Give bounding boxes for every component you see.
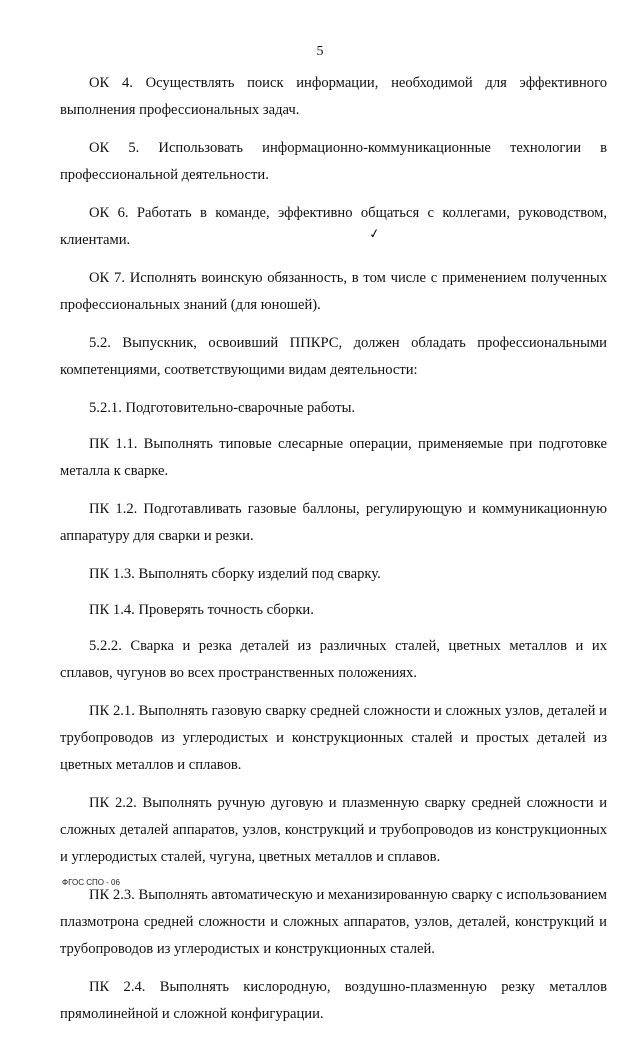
page-number: 5 — [316, 44, 324, 59]
paragraph-pk-1-4: ПК 1.4. Проверять точность сборки. — [89, 602, 314, 618]
paragraph-ok5: ОК 5. Использовать информационно-коммуникационные технологии в профессиональной деятельности. — [60, 140, 607, 183]
paragraph-5-2-2: 5.2.2. Сварка и резка деталей из различных сталей, цветных металлов и их сплавов, чугунов во всех пространственных положениях. — [60, 638, 607, 681]
paragraph-5-2-1: 5.2.1. Подготовительно-сварочные работы. — [89, 400, 356, 416]
paragraph-pk-1-3: ПК 1.3. Выполнять сборку изделий под сварку. — [89, 566, 381, 582]
paragraph-pk-2-3: ПК 2.3. Выполнять автоматическую и механизированную сварку с использованием плазмотрона средней сложности и сложных аппаратов, узлов, деталей, конструкций и трубопроводов из углеродистых и конструкционных сталей. — [60, 887, 607, 957]
handwritten-mark-icon: ✓ — [367, 225, 382, 242]
paragraph-pk-2-1: ПК 2.1. Выполнять газовую сварку средней сложности и сложных узлов, деталей и трубопроводов из углеродистых и конструкционных сталей и простых деталей из цветных металлов и сплавов. — [60, 703, 607, 773]
paragraph-pk-2-2: ПК 2.2. Выполнять ручную дуговую и плазменную сварку средней сложности и сложных деталей аппаратов, узлов, конструкций и трубопроводов из конструкционных и углеродистых сталей, чугуна, цветных металлов и сплавов. — [60, 795, 607, 865]
paragraph-pk-1-2: ПК 1.2. Подготавливать газовые баллоны, регулирующую и коммуникационную аппаратуру для сварки и резки. — [60, 501, 607, 544]
paragraph-ok4: ОК 4. Осуществлять поиск информации, необходимой для эффективного выполнения профессиональных задач. — [60, 75, 607, 118]
paragraph-5-2: 5.2. Выпускник, освоивший ППКРС, должен обладать профессиональными компетенциями, соответствующими видам деятельности: — [60, 335, 607, 378]
paragraph-ok6: ОК 6. Работать в команде, эффективно общаться с коллегами, руководством, клиентами. — [60, 205, 607, 248]
paragraph-ok7: ОК 7. Исполнять воинскую обязанность, в том числе с применением полученных профессиональных знаний (для юношей). — [60, 270, 607, 313]
document-body — [60, 70, 607, 1039]
paragraph-pk-1-1: ПК 1.1. Выполнять типовые слесарные операции, применяемые при подготовке металла к сварке. — [60, 436, 607, 479]
footer-code: ФГОС СПО - 06 — [62, 878, 120, 887]
paragraph-pk-2-4: ПК 2.4. Выполнять кислородную, воздушно-плазменную резку металлов прямолинейной и сложной конфигурации. — [60, 979, 607, 1022]
